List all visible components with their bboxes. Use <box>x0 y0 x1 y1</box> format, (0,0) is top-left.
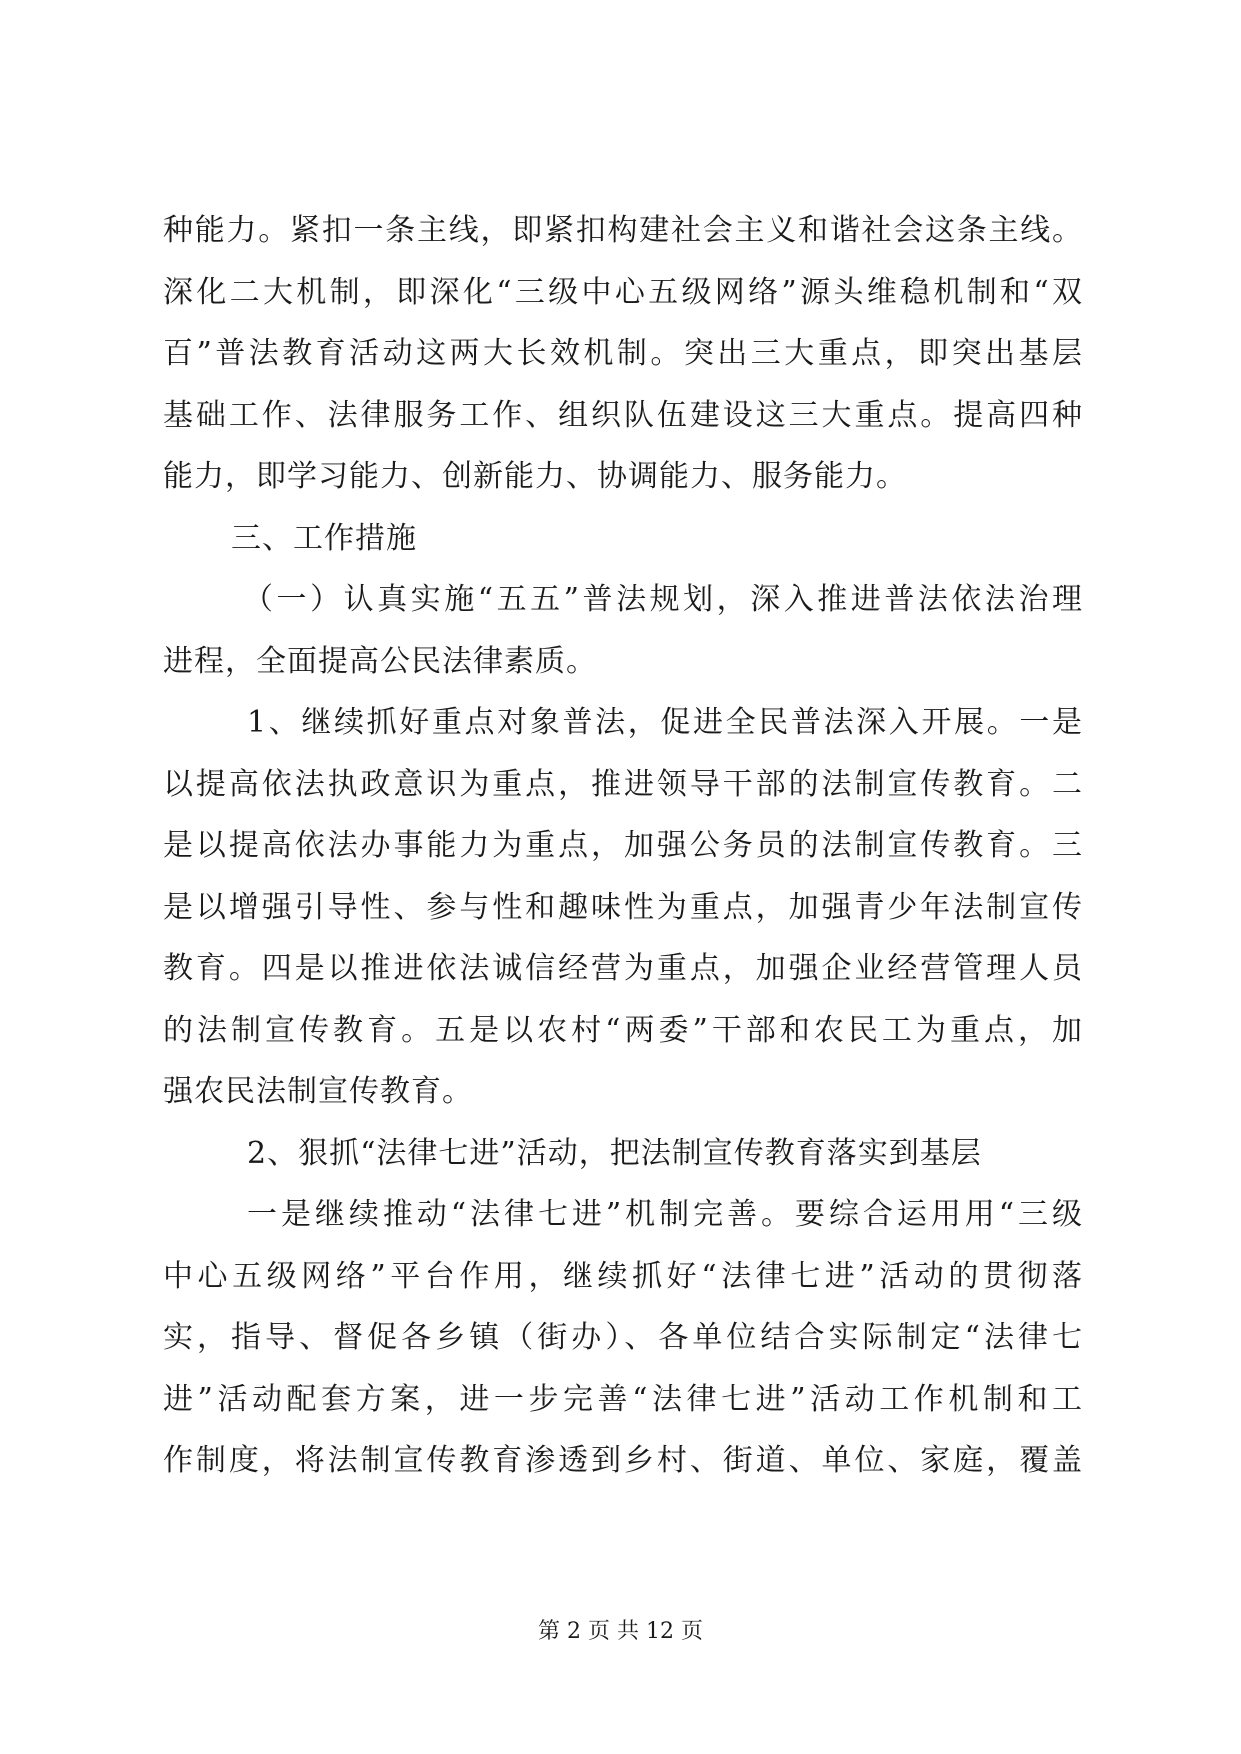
document-body <box>163 200 1083 1492</box>
text-line: 的法制宣传教育。五是以农村“两委”干部和农民工为重点，加 <box>163 1012 1083 1048</box>
text-line: 教育。四是以推进依法诚信经营为重点，加强企业经营管理人员 <box>163 951 1083 986</box>
text-line: 能力，即学习能力、创新能力、协调能力、服务能力。 <box>163 459 907 494</box>
text-line: 深化二大机制，即深化“三级中心五级网络”源头维稳机制和“双 <box>163 274 1083 310</box>
paragraph-start: 一是继续推动“法律七进”机制完善。要综合运用用“三级 <box>247 1197 1083 1232</box>
text-line: 基础工作、法律服务工作、组织队伍建设这三大重点。提高四种 <box>163 397 1083 433</box>
subsection-heading: （一）认真实施“五五”普法规划，深入推进普法依法治理 <box>243 582 1083 617</box>
text-line: 以提高依法执政意识为重点，推进领导干部的法制宣传教育。二 <box>163 766 1083 802</box>
text-line: 是以增强引导性、参与性和趣味性为重点，加强青少年法制宣传 <box>163 889 1083 925</box>
text-line: 强农民法制宣传教育。 <box>163 1074 473 1109</box>
text-line: 进程，全面提高公民法律素质。 <box>163 643 597 679</box>
text-line: 进”活动配套方案，进一步完善“法律七进”活动工作机制和工 <box>163 1381 1083 1417</box>
text-line: 是以提高依法办事能力为重点，加强公务员的法制宣传教育。三 <box>163 828 1083 863</box>
section-heading: 三、工作措施 <box>231 520 417 556</box>
text-line: 中心五级网络”平台作用，继续抓好“法律七进”活动的贯彻落 <box>163 1258 1083 1294</box>
paragraph-start: 2、狠抓“法律七进”活动，把法制宣传教育落实到基层 <box>247 1135 982 1171</box>
paragraph-start: 1、继续抓好重点对象普法，促进全民普法深入开展。一是 <box>247 705 1083 740</box>
text-line: 种能力。紧扣一条主线，即紧扣构建社会主义和谐社会这条主线。 <box>163 213 1083 248</box>
text-line: 实，指导、督促各乡镇（街办）、各单位结合实际制定“法律七 <box>163 1320 1083 1355</box>
page-number-footer: 第 2 页 共 12 页 <box>538 1619 703 1644</box>
text-line: 作制度，将法制宣传教育渗透到乡村、街道、单位、家庭，覆盖 <box>163 1443 1083 1478</box>
text-line: 百”普法教育活动这两大长效机制。突出三大重点，即突出基层 <box>163 336 1083 371</box>
